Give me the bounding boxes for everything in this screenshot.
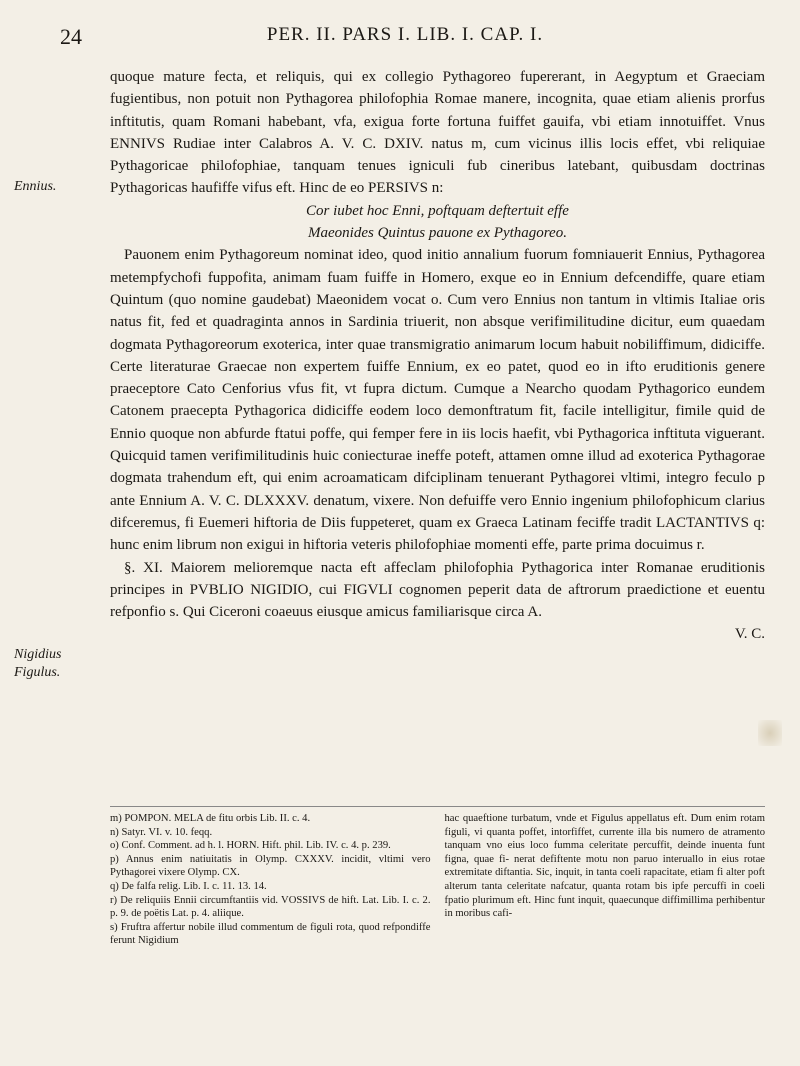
- paper-stain: [758, 720, 782, 746]
- paragraph-2: Pauonem enim Pythagoreum nominat ideo, quod initio annalium fuorum fomniauerit Ennius, Pythagorea metempfychofi fuppofita, animam fuam fuiffe in Homero, exque eo in Ennium defcendiffe, quare etiam Quintum (quo nomine gaudebat) Maeonidem vocat o. Cum vero Ennius non tantum in vltimis Italiae oris natus fit, fed et quadraginta annos in Sardinia triuerit, non absque verifimilitudine dicitur, eum quaedam dogmata Pythagoreorum exoterica, inter quae transmigratio animarum locum habuit nobiliffimum, didiciffe. Certe literaturae Graecae non expertem fuiffe Ennium, ex eo patet, quod eo in ifto eruditionis genere praeceptore Cato Cenforius vfus fit, vt fupra dictum. Cumque a Nearcho quodam Pythagorico eundem Catonem praecepta Pythagorica didiciffe eodem loco demonftratum fit, facile intelligitur, fimile quid de Ennio quoque non abfurde ftatui poffe, qui femper fere in iis locis haefit, vbi Pythagorica inftituta viguerant. Quicquid tamen verifimilitudinis huic coniecturae ineffe poteft, attamen omne illud ad exoterica Pythagorae dogmata trahendum eft, qui enim acroamaticam difciplinam tenuerant Pythagorei vltimi, integro feculo p ante Ennium A. V. C. DLXXXV. denatum, vixere. Non defuiffe vero Ennio ingenium philofophicum clarius difceremus, fi Euemeri hiftoria de Diis fuppeteret, quam ex Graeca Latinam feciffe tradit LACTANTIVS q: hunc enim librum non exigui in hiftoria veteris philofophiae momenti effe, parte prima docuimus r.: [110, 247, 765, 554]
- catchword: V. C.: [734, 626, 765, 643]
- footnote-r: r) De reliquiis Ennii circumftantiis vid. VOSSIVS de hift. Lat. Lib. I. c. 2. p. 9. de poëtis Lat. p. 4. aliique.: [110, 894, 431, 920]
- footnote-n: n) Satyr. VI. v. 10. feqq.: [110, 826, 213, 838]
- page-number: 24: [60, 24, 82, 49]
- footnote-s-continued: hac quaeftione turbatum, vnde et Figulus appellatus eft. Dum enim rotam figuli, vi quanta poffet, intorfiffet, currente illa bis numero de atramento tanquam vno eius loco fumma celeritate percuffit, deinde inuenta funt figna, quae fi- nerat defiftente motu non paruo interuallo in eius rotae extremitate diftantia. Sic, inquit, in tanta coeli rapacitate, etiam fi alter poft alterum tanta celeritate nafcatur, quanta rotam bis ipfe percuffi in coeli fpatio plurimum eft. Hinc funt inquit, quaecunque diffimillima perhibentur in moribus cafi-: [444, 813, 765, 920]
- footnote-rule: [110, 806, 765, 807]
- running-title: PER. II. PARS I. LIB. I. CAP. I.: [266, 24, 544, 45]
- margin-note-nigidius: Nigidius: [14, 647, 62, 662]
- footnote-o: o) Conf. Comment. ad h. l. HORN. Hift. phil. Lib. IV. c. 4. p. 239.: [110, 840, 391, 852]
- footnote-column-right: [445, 812, 766, 948]
- paragraph-1: quoque mature fecta, et reliquis, qui ex collegio Pythagoreo fupererant, in Aegyptum et Graeciam fugientibus, non potuit non Pythagorea philofophia Romae manere, incognita, quae etiam alienis prorfus inftitutis, quam Romani habebant, vfa, exigua forte fortuna fuiffet gauifa, vbi etiam innotuiffet. Vnus ENNIVS Rudiae inter Calabros A. V. C. DXIV. natus m, cum vicinus illis locis effet, vbi reliquiae Pythagoricae philofophiae, tanquam tenues igniculi fub cineribus latebant, quibusdam doctrinas Pythagoricas haufiffe vifus eft. Hinc de eo PERSIVS n:: [110, 69, 765, 197]
- paragraph-3: §. XI. Maiorem melioremque nacta eft affeclam philofophia Pythagorica inter Romanae eruditionis principes in PVBLIO NIGIDIO, cui FIGVLI cognomen peperit data de aftrorum praedictione et euentu refponfio s. Qui Ciceroni coaeuus eiusque amicus familiarisque circa A.: [110, 559, 765, 621]
- page-header: [60, 24, 700, 54]
- footnote-column-left: [110, 812, 431, 948]
- main-text: [110, 66, 765, 646]
- verse-line-1: Cor iubet hoc Enni, poftquam deftertuit effe: [306, 202, 569, 219]
- footnote-m: m) POMPON. MELA de fitu orbis Lib. II. c. 4.: [110, 813, 311, 824]
- footnote-s: s) Fruftra affertur nobile illud commentum de figuli rota, quod refpondiffe ferunt Nigidium: [110, 921, 431, 947]
- footnote-p: p) Annus enim natiuitatis in Olymp. CXXXV. incidit, vltimi vero Pythagorei vixere Olymp. CX.: [110, 853, 431, 879]
- margin-note-figulus: Figulus.: [14, 665, 61, 680]
- footnote-q: q) De falfa relig. Lib. I. c. 11. 13. 14.: [110, 880, 267, 892]
- footnotes: [110, 812, 765, 948]
- verse-line-2: Maeonides Quintus pauone ex Pythagoreo.: [308, 225, 567, 242]
- margin-note-ennius: Ennius.: [14, 179, 57, 194]
